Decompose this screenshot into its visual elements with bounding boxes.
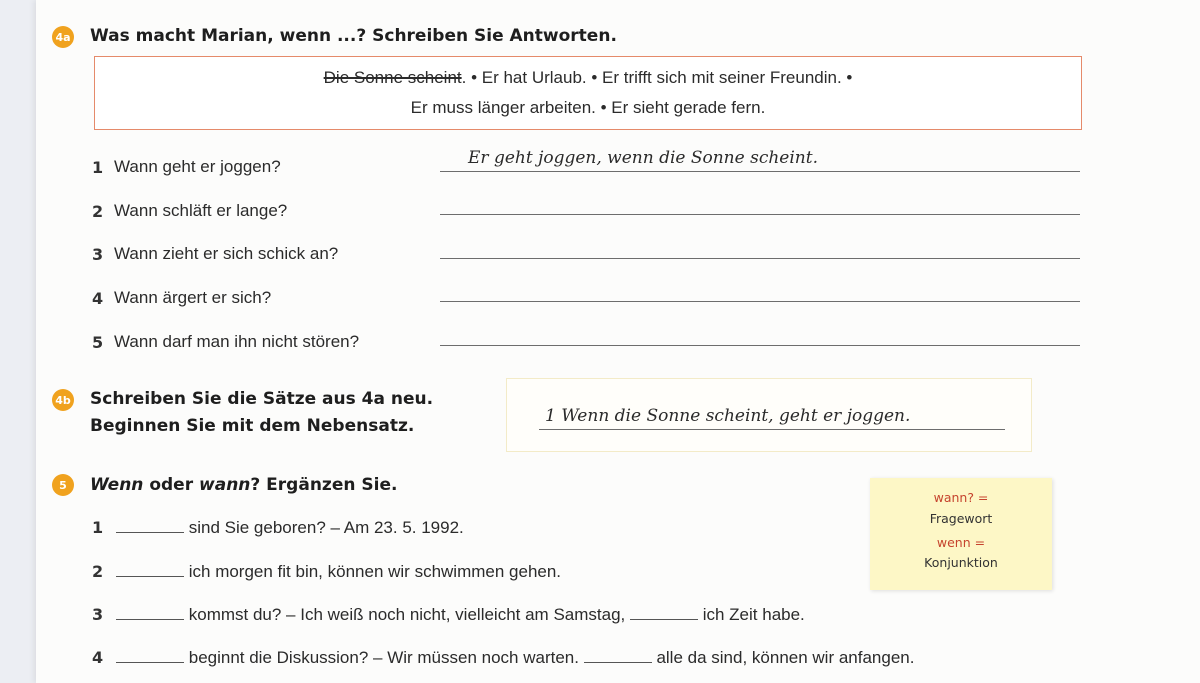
exercise-5-row [92, 605, 805, 625]
fill-blank[interactable] [116, 532, 184, 533]
row-text: kommst du? – Ich weiß noch nicht, vielleicht am Samstag, [188, 605, 626, 624]
row-number: 2 [92, 562, 104, 581]
row-text: sind Sie geboren? – Am 23. 5. 1992. [188, 518, 464, 537]
question-number: 4 [92, 289, 104, 308]
question-text: Wann ärgert er sich? [114, 288, 272, 307]
title-connector: oder [143, 475, 200, 495]
word-box-line-2: Er muss länger arbeiten. • Er sieht gerade fern. [410, 98, 766, 117]
exercise-4a-title: Was macht Marian, wenn ...? Schreiben Sie Antworten. [90, 26, 617, 46]
workbook-page [36, 0, 1200, 683]
note-line-2: Fragewort [929, 511, 993, 526]
question-text: Wann schläft er lange? [114, 201, 288, 220]
question-number: 5 [92, 333, 104, 352]
exercise-5-title [90, 475, 397, 495]
answer-line[interactable] [440, 301, 1080, 302]
answer-line[interactable] [539, 429, 1005, 430]
question-number: 2 [92, 202, 104, 221]
word-box [94, 56, 1082, 130]
answer-line[interactable] [440, 258, 1080, 259]
row-text: ich morgen fit bin, können wir schwimmen gehen. [188, 562, 562, 581]
question-text: Wann zieht er sich schick an? [114, 244, 339, 263]
answer-line[interactable] [440, 171, 1080, 172]
fill-blank[interactable] [630, 619, 698, 620]
fill-blank[interactable] [116, 619, 184, 620]
exercise-4b-title-line-2: Beginnen Sie mit dem Nebensatz. [90, 416, 415, 436]
title-word-wann: wann [199, 475, 251, 495]
fill-blank[interactable] [116, 576, 184, 577]
answer-line[interactable] [440, 214, 1080, 215]
fill-blank[interactable] [116, 662, 184, 663]
row-text-2: ich Zeit habe. [702, 605, 805, 624]
row-text-2: alle da sind, können wir anfangen. [656, 648, 915, 667]
exercise-5-row [92, 562, 561, 582]
exercise-5-row [92, 648, 914, 668]
note-line-1: wann? = [933, 490, 989, 505]
fill-blank[interactable] [584, 662, 652, 663]
exercise-badge-5: 5 [52, 474, 74, 496]
row-number: 4 [92, 648, 104, 667]
title-end: ? Ergänzen Sie. [250, 475, 398, 495]
grammar-note [870, 478, 1052, 590]
question-number: 3 [92, 245, 104, 264]
answer-box-4b [506, 378, 1032, 452]
row-number: 1 [92, 518, 104, 537]
answer-line[interactable] [440, 345, 1080, 346]
row-number: 3 [92, 605, 104, 624]
handwritten-answer: Er geht joggen, wenn die Sonne scheint. [468, 148, 818, 168]
note-line-4: Konjunktion [924, 555, 998, 570]
question-number: 1 [92, 158, 104, 177]
handwritten-example: 1 Wenn die Sonne scheint, geht er joggen. [545, 406, 911, 426]
exercise-5-row [92, 518, 464, 538]
exercise-4b-title-line-1: Schreiben Sie die Sätze aus 4a neu. [90, 389, 434, 409]
question-text: Wann geht er joggen? [114, 157, 281, 176]
row-text: beginnt die Diskussion? – Wir müssen noch warten. [188, 648, 579, 667]
word-box-line-1 [95, 68, 1081, 88]
title-word-wenn: Wenn [90, 475, 144, 495]
word-box-line-1-rest: . • Er hat Urlaub. • Er trifft sich mit seiner Freundin. • [461, 68, 853, 87]
question-text: Wann darf man ihn nicht stören? [114, 332, 360, 351]
struck-phrase: Die Sonne scheint [323, 68, 462, 87]
note-line-3: wenn = [936, 535, 986, 550]
exercise-badge-4b: 4b [52, 389, 74, 411]
exercise-badge-4a: 4a [52, 26, 74, 48]
